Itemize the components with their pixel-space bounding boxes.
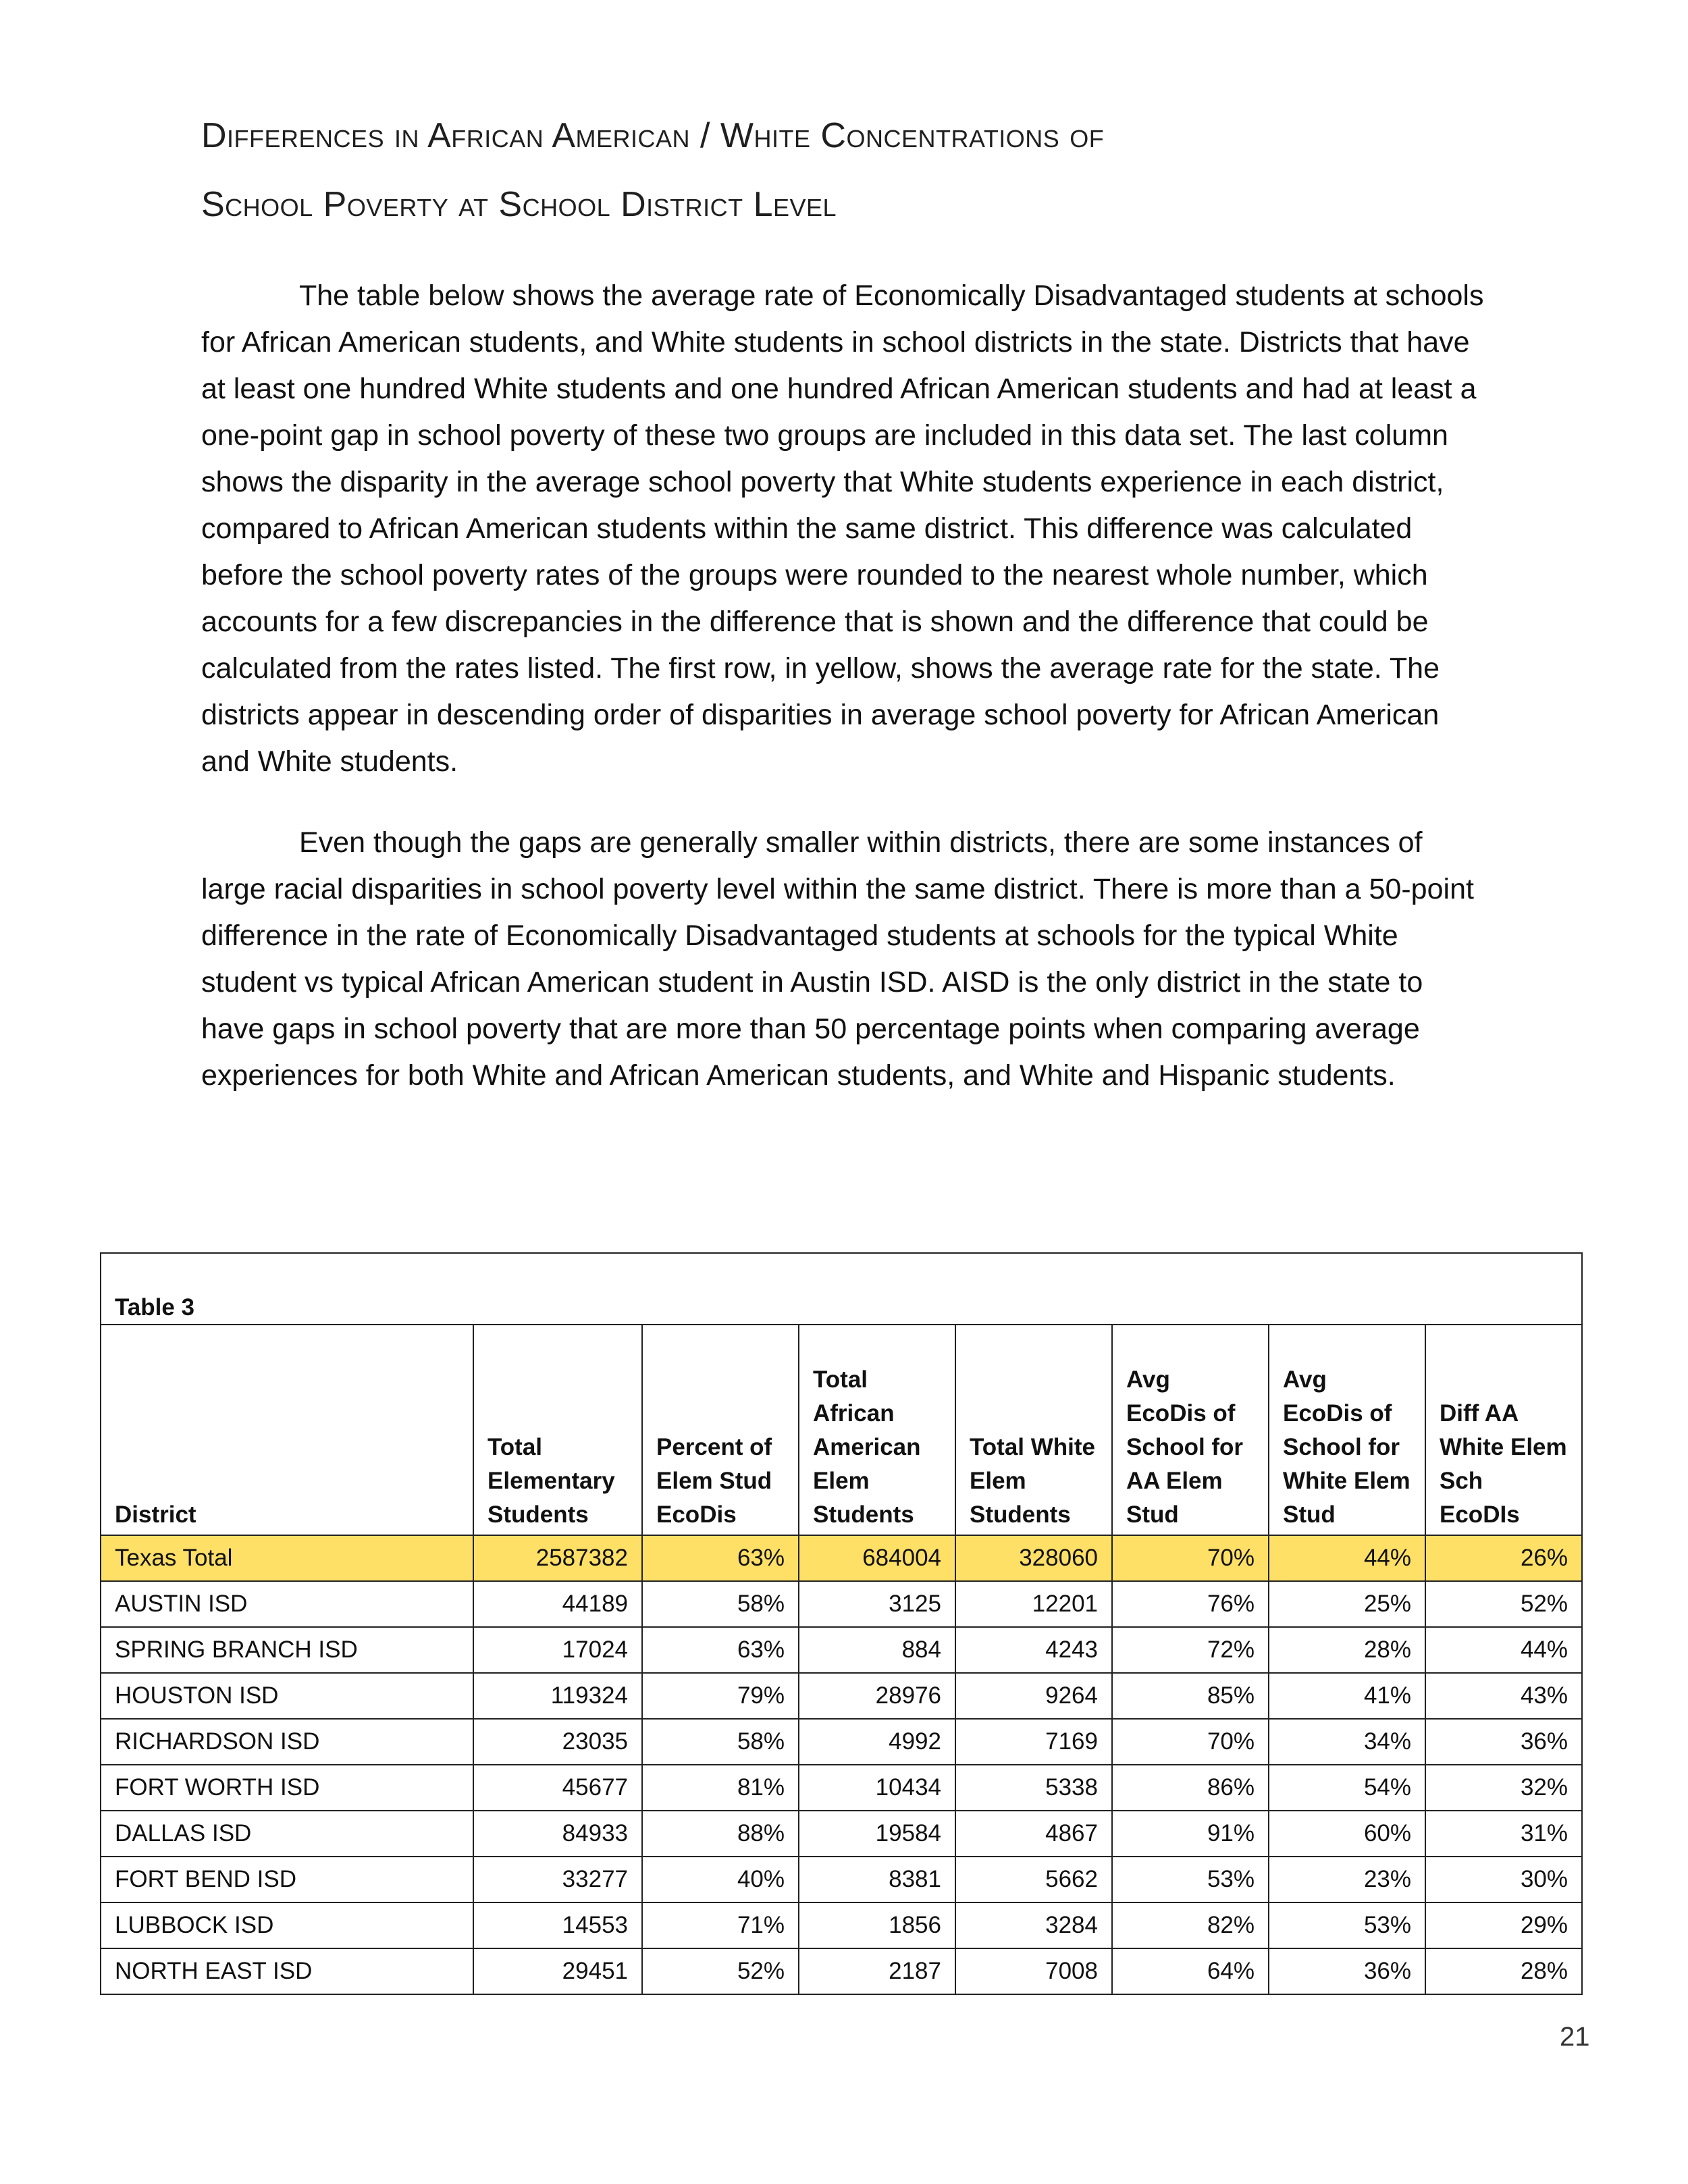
col-header-district: District <box>101 1325 473 1535</box>
cell-total-elementary: 44189 <box>473 1581 642 1627</box>
cell-total-white: 328060 <box>955 1535 1112 1581</box>
cell-total-elementary: 29451 <box>473 1948 642 1994</box>
cell-total-aa: 884 <box>799 1627 955 1673</box>
table-caption: Table 3 <box>101 1253 1582 1325</box>
col-header-total-aa: Total African American Elem Students <box>799 1325 955 1535</box>
cell-avg-ecodis-white: 23% <box>1269 1857 1425 1902</box>
cell-district: Texas Total <box>101 1535 473 1581</box>
cell-diff: 52% <box>1425 1581 1582 1627</box>
district-poverty-table <box>100 1252 1583 1995</box>
cell-total-white: 7008 <box>955 1948 1112 1994</box>
cell-total-elementary: 33277 <box>473 1857 642 1902</box>
cell-percent-ecodis: 63% <box>642 1627 799 1673</box>
cell-total-aa: 4992 <box>799 1719 955 1765</box>
cell-diff: 30% <box>1425 1857 1582 1902</box>
cell-avg-ecodis-aa: 53% <box>1112 1857 1269 1902</box>
table-row <box>101 1673 1582 1719</box>
cell-percent-ecodis: 40% <box>642 1857 799 1902</box>
table-body <box>101 1535 1582 1994</box>
col-header-avg-ecodis-aa: Avg EcoDis of School for AA Elem Stud <box>1112 1325 1269 1535</box>
cell-total-aa: 3125 <box>799 1581 955 1627</box>
heading-line-2: School Poverty at School District Level <box>201 185 837 224</box>
cell-total-elementary: 2587382 <box>473 1535 642 1581</box>
heading-line-1: Differences in African American / White Concentrations of <box>201 116 1105 155</box>
cell-total-elementary: 17024 <box>473 1627 642 1673</box>
cell-avg-ecodis-aa: 70% <box>1112 1535 1269 1581</box>
cell-avg-ecodis-white: 36% <box>1269 1948 1425 1994</box>
cell-percent-ecodis: 63% <box>642 1535 799 1581</box>
cell-district: NORTH EAST ISD <box>101 1948 473 1994</box>
cell-avg-ecodis-white: 53% <box>1269 1902 1425 1948</box>
cell-avg-ecodis-white: 28% <box>1269 1627 1425 1673</box>
cell-diff: 29% <box>1425 1902 1582 1948</box>
table-row <box>101 1811 1582 1857</box>
col-header-diff: Diff AA White Elem Sch EcoDIs <box>1425 1325 1582 1535</box>
cell-avg-ecodis-white: 25% <box>1269 1581 1425 1627</box>
cell-percent-ecodis: 71% <box>642 1902 799 1948</box>
cell-avg-ecodis-white: 41% <box>1269 1673 1425 1719</box>
cell-district: HOUSTON ISD <box>101 1673 473 1719</box>
cell-total-white: 9264 <box>955 1673 1112 1719</box>
cell-diff: 44% <box>1425 1627 1582 1673</box>
cell-percent-ecodis: 81% <box>642 1765 799 1811</box>
section-heading <box>201 101 1518 239</box>
findings-paragraph: Even though the gaps are generally smaller within districts, there are some instances of large racial disparities in school poverty level within the same district. There is more than a 50-point difference in the rate of Economically Disadvantaged students at schools for the typical White student vs typical African American student in Austin ISD. AISD is the only district in the state to have gaps in school poverty that are more than 50 percentage points when comparing average experiences for both White and African American students, and White and Hispanic students. <box>201 826 1474 1092</box>
table-row <box>101 1765 1582 1811</box>
cell-avg-ecodis-white: 60% <box>1269 1811 1425 1857</box>
cell-total-white: 5338 <box>955 1765 1112 1811</box>
cell-percent-ecodis: 79% <box>642 1673 799 1719</box>
cell-avg-ecodis-aa: 85% <box>1112 1673 1269 1719</box>
table-row <box>101 1627 1582 1673</box>
cell-total-white: 5662 <box>955 1857 1112 1902</box>
cell-total-white: 4867 <box>955 1811 1112 1857</box>
cell-total-aa: 684004 <box>799 1535 955 1581</box>
col-header-avg-ecodis-white: Avg EcoDis of School for White Elem Stud <box>1269 1325 1425 1535</box>
cell-district: FORT BEND ISD <box>101 1857 473 1902</box>
cell-total-elementary: 14553 <box>473 1902 642 1948</box>
cell-percent-ecodis: 52% <box>642 1948 799 1994</box>
state-total-row <box>101 1535 1582 1581</box>
cell-total-elementary: 45677 <box>473 1765 642 1811</box>
cell-percent-ecodis: 88% <box>642 1811 799 1857</box>
cell-district: SPRING BRANCH ISD <box>101 1627 473 1673</box>
cell-total-white: 4243 <box>955 1627 1112 1673</box>
cell-avg-ecodis-aa: 91% <box>1112 1811 1269 1857</box>
cell-diff: 36% <box>1425 1719 1582 1765</box>
cell-total-aa: 28976 <box>799 1673 955 1719</box>
table-row <box>101 1581 1582 1627</box>
table-header-row <box>101 1325 1582 1535</box>
cell-avg-ecodis-aa: 72% <box>1112 1627 1269 1673</box>
cell-diff: 28% <box>1425 1948 1582 1994</box>
table-row <box>101 1902 1582 1948</box>
table-row <box>101 1719 1582 1765</box>
cell-district: LUBBOCK ISD <box>101 1902 473 1948</box>
cell-diff: 31% <box>1425 1811 1582 1857</box>
cell-total-white: 3284 <box>955 1902 1112 1948</box>
cell-avg-ecodis-aa: 82% <box>1112 1902 1269 1948</box>
cell-district: FORT WORTH ISD <box>101 1765 473 1811</box>
cell-diff: 26% <box>1425 1535 1582 1581</box>
cell-total-elementary: 23035 <box>473 1719 642 1765</box>
cell-percent-ecodis: 58% <box>642 1719 799 1765</box>
table-row <box>101 1948 1582 1994</box>
col-header-percent-ecodis: Percent of Elem Stud EcoDis <box>642 1325 799 1535</box>
cell-avg-ecodis-white: 34% <box>1269 1719 1425 1765</box>
cell-district: AUSTIN ISD <box>101 1581 473 1627</box>
cell-avg-ecodis-aa: 76% <box>1112 1581 1269 1627</box>
intro-paragraph: The table below shows the average rate of Economically Disadvantaged students at schools for African American students, and White students in school districts in the state. Districts that have at least one hundred White students and one hundred African American students and had at least a one-point gap in school poverty of these two groups are included in this data set. The last column shows the disparity in the average school poverty that White students experience in each district, compared to African American students within the same district. This difference was calculated before the school poverty rates of the groups were rounded to the nearest whole number, which accounts for a few discrepancies in the difference that is shown and the difference that could be calculated from the rates listed. The first row, in yellow, shows the average rate for the state. The districts appear in descending order of disparities in average school poverty for African American and White students. <box>201 279 1484 778</box>
cell-total-elementary: 119324 <box>473 1673 642 1719</box>
cell-total-elementary: 84933 <box>473 1811 642 1857</box>
cell-total-aa: 2187 <box>799 1948 955 1994</box>
cell-total-aa: 10434 <box>799 1765 955 1811</box>
table-row <box>101 1857 1582 1902</box>
cell-avg-ecodis-aa: 64% <box>1112 1948 1269 1994</box>
cell-total-white: 7169 <box>955 1719 1112 1765</box>
col-header-total-elementary: Total Elementary Students <box>473 1325 642 1535</box>
cell-avg-ecodis-aa: 86% <box>1112 1765 1269 1811</box>
cell-total-aa: 1856 <box>799 1902 955 1948</box>
cell-diff: 32% <box>1425 1765 1582 1811</box>
cell-percent-ecodis: 58% <box>642 1581 799 1627</box>
cell-avg-ecodis-white: 54% <box>1269 1765 1425 1811</box>
cell-district: DALLAS ISD <box>101 1811 473 1857</box>
cell-total-white: 12201 <box>955 1581 1112 1627</box>
col-header-total-white: Total White Elem Students <box>955 1325 1112 1535</box>
cell-diff: 43% <box>1425 1673 1582 1719</box>
cell-total-aa: 19584 <box>799 1811 955 1857</box>
cell-avg-ecodis-aa: 70% <box>1112 1719 1269 1765</box>
cell-avg-ecodis-white: 44% <box>1269 1535 1425 1581</box>
cell-total-aa: 8381 <box>799 1857 955 1902</box>
cell-district: RICHARDSON ISD <box>101 1719 473 1765</box>
page-number: 21 <box>1560 2022 1590 2052</box>
